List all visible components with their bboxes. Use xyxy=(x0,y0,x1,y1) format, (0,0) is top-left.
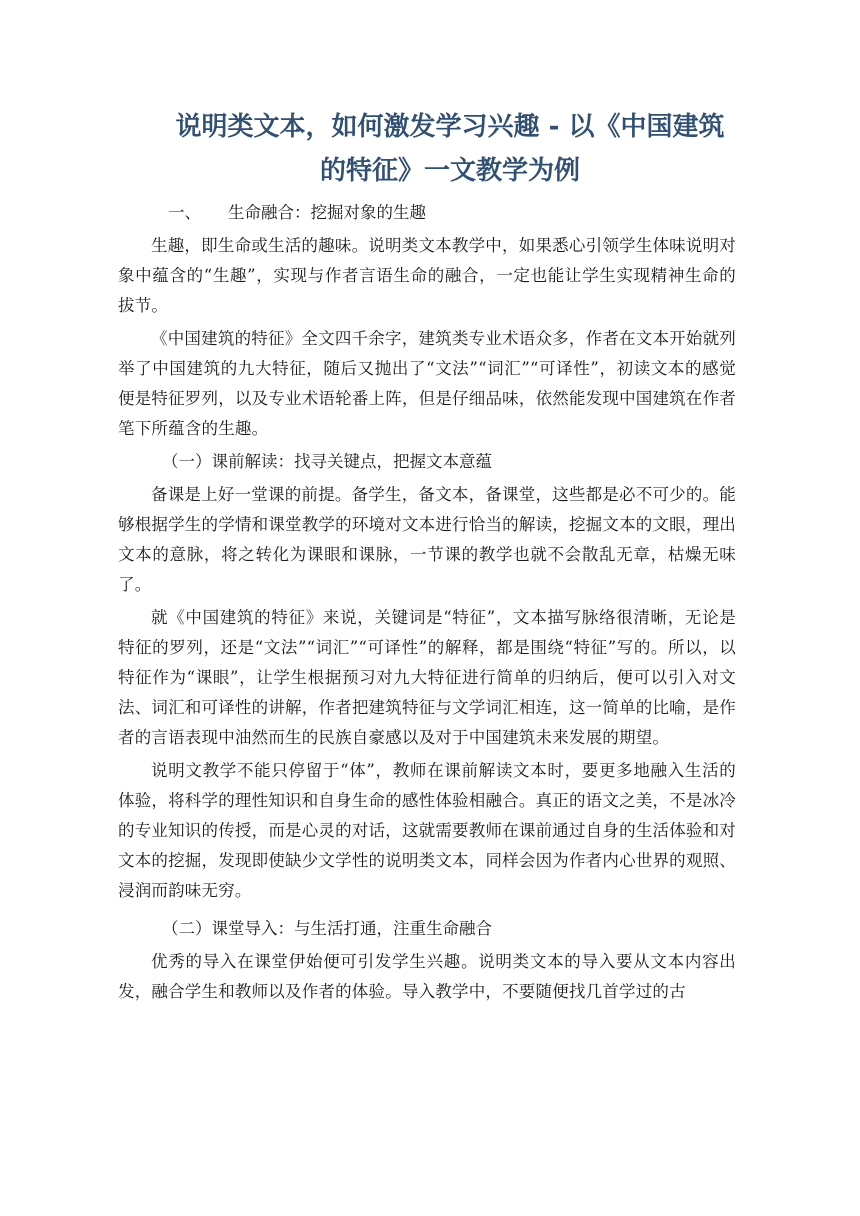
subsection-heading-1: （一）课前解读：找寻关键点，把握文本意蕴 xyxy=(162,452,492,471)
section-title: 生命融合：挖掘对象的生趣 xyxy=(228,203,426,222)
paragraph: 就《中国建筑的特征》来说，关键词是“特征”，文本描写脉络很清晰，无论是特征的罗列，还是“文法”“词汇”“可译性”的解释，都是围绕“特征”写的。所以，以特征作为“课眼”，让学生根据预习对九大特征进行简单的归纳后，便可以引入对文法、词汇和可译性的讲解，作者把建筑特征与文学词汇相连，这一简单的比喻，是作者的言语表现中油然而生的民族自豪感以及对于中国建筑未来发展的期望。 xyxy=(118,608,736,747)
paragraph: 优秀的导入在课堂伊始便可引发学生兴趣。说明类文本的导入要从文本内容出发，融合学生和教师以及作者的体验。导入教学中，不要随便找几首学过的古 xyxy=(118,952,736,1001)
paragraph: 备课是上好一堂课的前提。备学生，备文本，备课堂，这些都是必不可少的。能够根据学生的学情和课堂教学的环境对文本进行恰当的解读，挖掘文本的文眼，理出文本的意脉，将之转化为课眼和课脉，一节课的教学也就不会散乱无章，枯燥无味了。 xyxy=(118,485,736,594)
document-body xyxy=(118,198,736,1007)
section-number: 一、 xyxy=(168,203,201,222)
paragraph: 说明文教学不能只停留于“体”，教师在课前解读文本时，要更多地融入生活的体验，将科学的理性知识和自身生命的感性体验相融合。真正的语文之美，不是冰冷的专业知识的传授，而是心灵的对话，这就需要教师在课前通过自身的生活体验和对文本的挖掘，发现即使缺少文学性的说明类文本，同样会因为作者内心世界的观照、浸润而韵味无穷。 xyxy=(118,761,736,900)
paragraph: 生趣，即生命或生活的趣味。说明类文本教学中，如果悉心引领学生体味说明对象中蕴含的“生趣”，实现与作者言语生命的融合，一定也能让学生实现精神生命的拔节。 xyxy=(118,236,736,315)
document-title xyxy=(150,105,750,193)
title-line-1: 说明类文本，如何激发学习兴趣 - 以《中国建筑 xyxy=(175,112,725,142)
paragraph: 《中国建筑的特征》全文四千余字，建筑类专业术语众多，作者在文本开始就列举了中国建筑的九大特征，随后又抛出了“文法”“词汇”“可译性”，初读文本的感觉便是特征罗列，以及专业术语轮番上阵，但是仔细品味，依然能发现中国建筑在作者笔下所蕴含的生趣。 xyxy=(118,329,736,438)
section-heading-1 xyxy=(118,198,736,228)
title-line-2: 的特征》一文教学为例 xyxy=(319,156,580,186)
subsection-heading-2: （二）课堂导入：与生活打通，注重生命融合 xyxy=(162,919,492,938)
